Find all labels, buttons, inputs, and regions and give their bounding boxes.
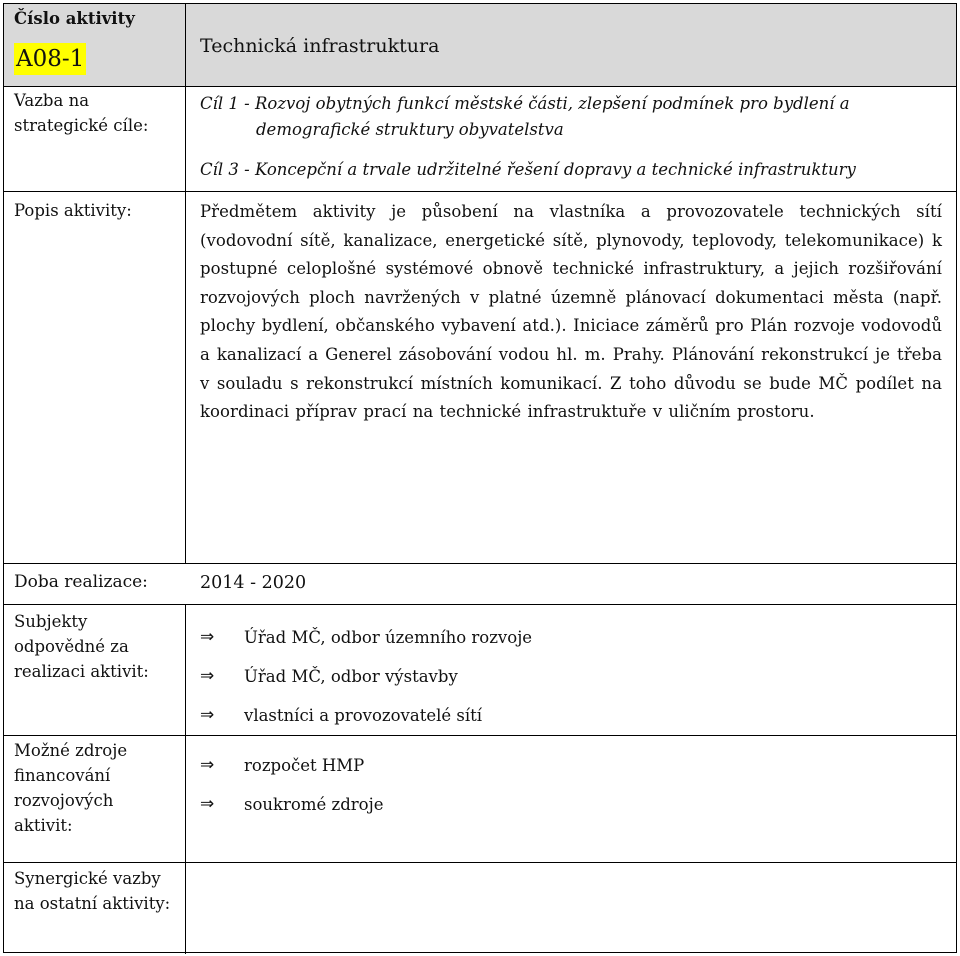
goal-1-line-1: Cíl 1 - Rozvoj obytných funkcí městské části, zlepšení podmínek pro bydlení a <box>200 94 850 113</box>
activity-title: Technická infrastruktura <box>200 35 440 57</box>
description-text: Předmětem aktivity je působení na vlastníka a provozovatele technických sítí (vodovodní sítě, kanalizace, energetické sítě, plynovody, teplovody, telekomunikace) k postupné celoplošné systémové obnově technické infrastruktury, a jejich rozšiřování rozvojových ploch navržených v platné územně plánovací dokumentaci města (např. plochy bydlení, občanského vybavení atd.). Iniciace záměrů pro Plán rozvoje vodovodů a kanalizací a Generel zásobování vodou hl. m. Prahy. Plánování rekonstrukcí je třeba v souladu s rekonstrukcí místních komunikací. Z toho důvodu se bude MČ podílet na koordinaci příprav prací na technické infrastruktuře v uličním prostoru. <box>200 202 942 422</box>
double-right-arrow-icon: ⇒ <box>200 666 215 686</box>
period-value: 2014 - 2020 <box>200 573 307 593</box>
responsible-list <box>200 618 942 735</box>
synergy-label: Synergické vazby na ostatní aktivity: <box>14 869 171 913</box>
funding-list <box>200 746 942 824</box>
list-item: ⇒ Úřad MČ, odbor územního rozvoje <box>200 618 942 657</box>
activity-code-label: Číslo aktivity <box>14 9 135 28</box>
goals-label: Vazba na strategické cíle: <box>14 91 149 135</box>
goal-1 <box>200 91 942 143</box>
list-item: ⇒ Úřad MČ, odbor výstavby <box>200 657 942 696</box>
header-row <box>4 4 956 86</box>
description-label: Popis aktivity: <box>14 201 132 220</box>
responsible-label: Subjekty odpovědné za realizaci aktivit: <box>14 612 149 681</box>
list-item: ⇒ vlastníci a provozovatelé sítí <box>200 696 942 735</box>
double-right-arrow-icon: ⇒ <box>200 755 215 775</box>
funding-label: Možné zdroje financování rozvojových aktivit: <box>14 741 128 835</box>
period-label: Doba realizace: <box>14 572 148 592</box>
activity-code: A08-1 <box>14 43 86 75</box>
goal-1-line-2: demografické struktury obyvatelstva <box>256 120 564 139</box>
activity-sheet <box>3 3 957 953</box>
list-item: ⇒ soukromé zdroje <box>200 785 942 824</box>
double-right-arrow-icon: ⇒ <box>200 794 215 814</box>
double-right-arrow-icon: ⇒ <box>200 627 215 647</box>
list-item: ⇒ rozpočet HMP <box>200 746 942 785</box>
double-right-arrow-icon: ⇒ <box>200 705 215 725</box>
goal-3: Cíl 3 - Koncepční a trvale udržitelné řešení dopravy a technické infrastruktury <box>200 160 856 179</box>
